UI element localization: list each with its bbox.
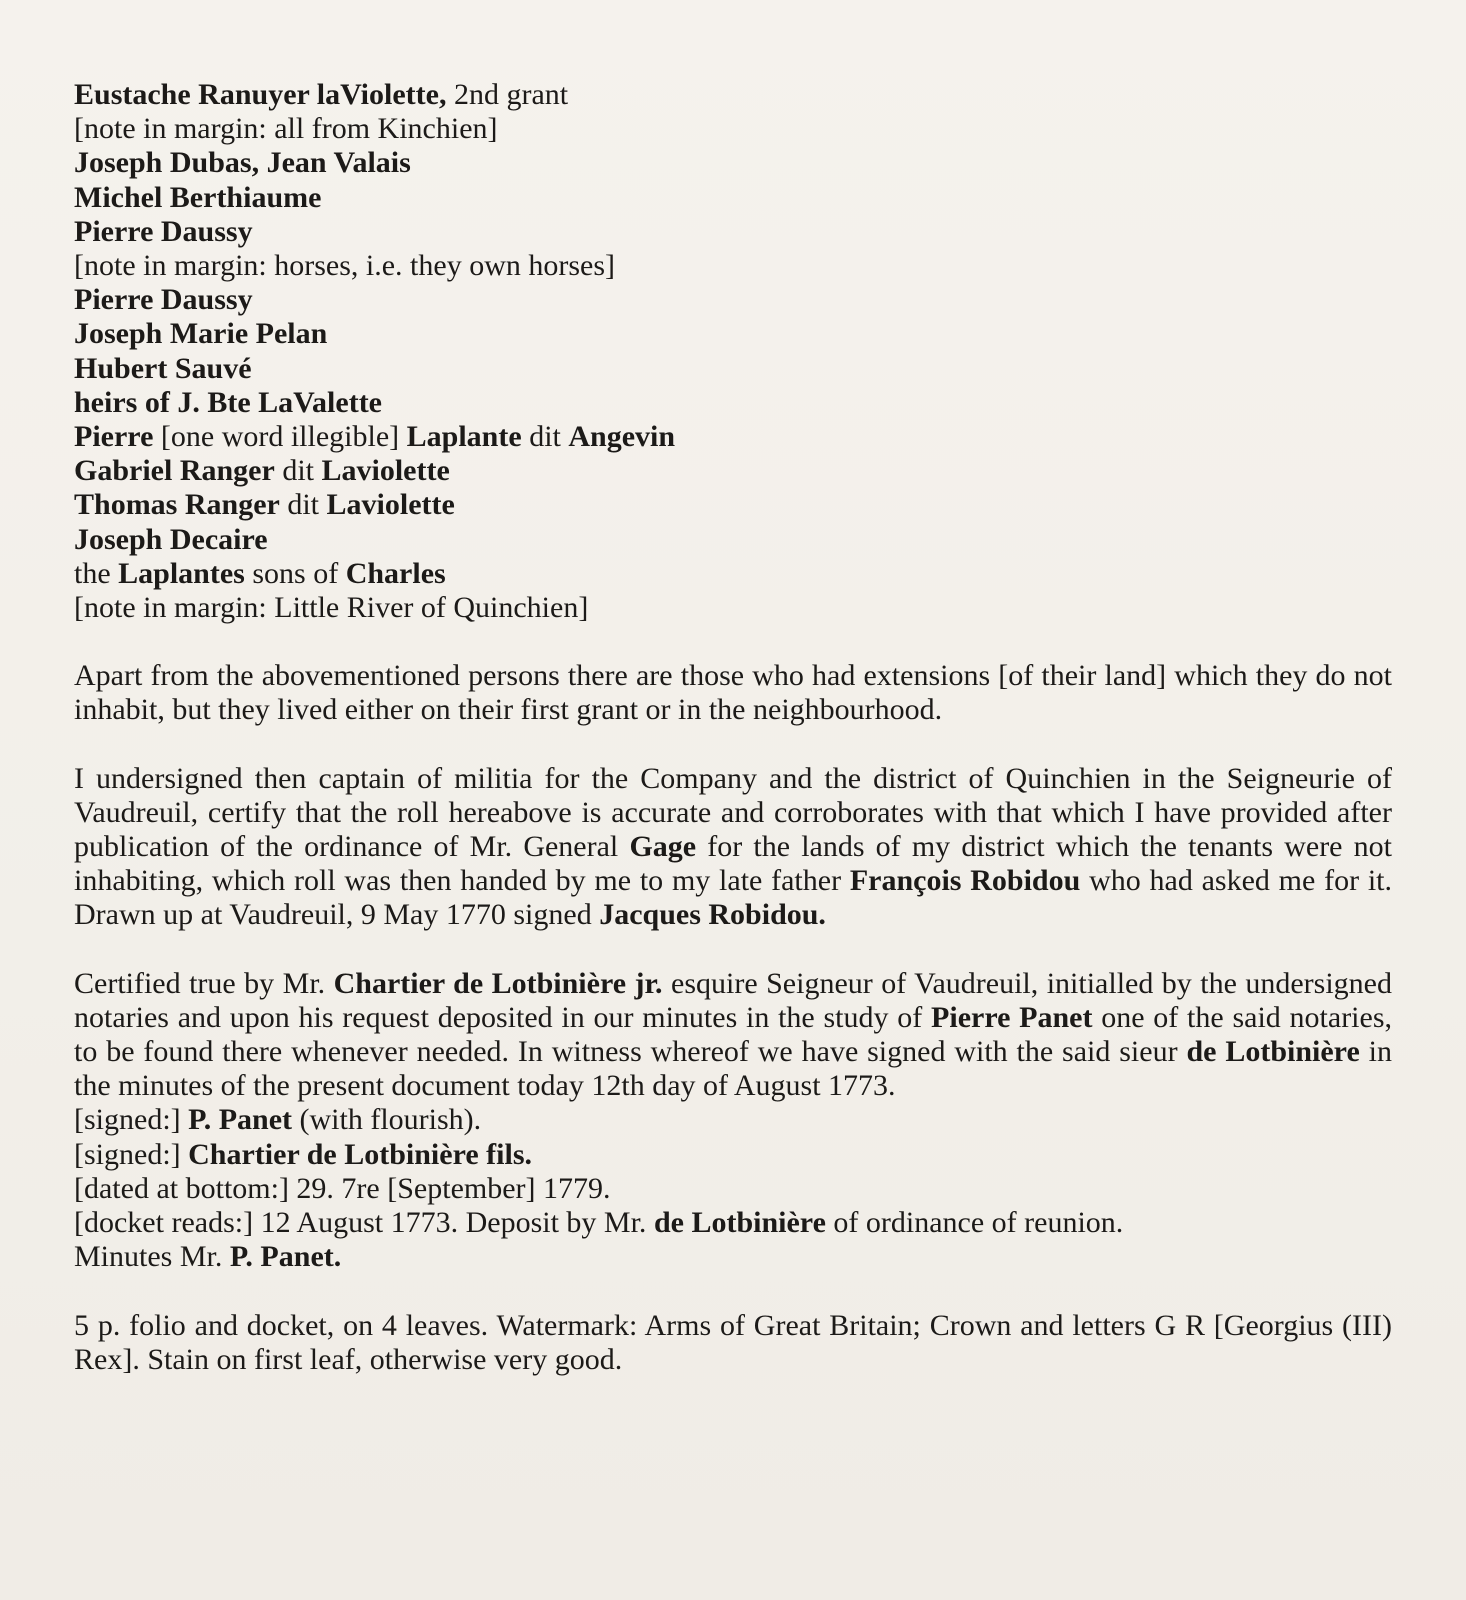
para-text: in the minutes of the present document today 12th day of August 1773. — [74, 1035, 1392, 1103]
list-text: dit — [279, 488, 327, 522]
person-name: Gabriel Ranger — [74, 454, 275, 488]
paragraph-notarial — [74, 967, 1392, 1104]
sig-text: [signed:] — [74, 1103, 189, 1137]
sig-text: [signed:] — [74, 1137, 189, 1171]
signature-line — [74, 1138, 1390, 1172]
minutes-line — [74, 1240, 1390, 1274]
margin-note: [note in margin: Little River of Quinchien] — [74, 591, 589, 625]
paragraph-gap — [74, 1275, 1390, 1309]
sig-text: [docket reads:] 12 August 1773. Deposit by Mr. — [74, 1206, 654, 1240]
person-name: Laviolette — [321, 454, 450, 488]
list-text: dit — [274, 454, 322, 488]
paragraph-gap — [74, 728, 1390, 762]
margin-note: [note in margin: all from Kinchien] — [74, 112, 498, 146]
signature-block — [74, 1103, 1390, 1274]
person-name: Laplante — [406, 420, 522, 454]
list-item: Hubert Sauvé — [74, 351, 252, 385]
list-item: Pierre Daussy — [74, 214, 253, 248]
list-item — [74, 420, 1390, 454]
list-item: Pierre Daussy — [74, 283, 253, 317]
para-text: Certified true by Mr. — [74, 966, 334, 1000]
person-name: Pierre Panet — [931, 1000, 1093, 1034]
person-name: Laplantes — [118, 556, 245, 590]
list-item: Joseph Marie Pelan — [74, 317, 328, 351]
person-name: Charles — [345, 556, 446, 590]
margin-note: [note in margin: horses, i.e. they own horses] — [74, 249, 616, 283]
list-item — [74, 454, 1390, 488]
list-item — [74, 488, 1390, 522]
paragraph-description: 5 p. folio and docket, on 4 leaves. Watermark: Arms of Great Britain; Crown and letters G R [Georgius (III) Rex]. Stain on first leaf, otherwise very good. — [74, 1308, 1392, 1376]
para-text: esquire Seigneur of Vaudreuil, initialled by the undersigned notaries and upon his request deposited in our minutes in the study of — [74, 966, 1392, 1034]
person-name: de Lotbinière — [653, 1206, 826, 1240]
list-item: Michel Berthiaume — [74, 180, 322, 214]
para-text: for the lands of my district which the tenants were not inhabiting, which roll was then handed by me to my late father — [74, 830, 1392, 898]
list-item — [74, 78, 1390, 112]
docket-line — [74, 1206, 1390, 1240]
person-name: Chartier de Lotbinière fils. — [188, 1137, 532, 1171]
list-text: [one word illegible] — [153, 420, 407, 454]
list-item: Joseph Dubas, Jean Valais — [74, 146, 411, 180]
person-name: Thomas Ranger — [74, 488, 280, 522]
sig-text: (with flourish). — [292, 1103, 482, 1137]
sig-text: of ordinance of reunion. — [825, 1206, 1124, 1240]
list-item: heirs of J. Bte LaValette — [74, 385, 382, 419]
paragraph-certification — [74, 762, 1392, 933]
person-name: Chartier de Lotbinière jr. — [333, 966, 663, 1000]
person-name: Laviolette — [326, 488, 455, 522]
person-name: P. Panet — [188, 1103, 293, 1137]
list-text: dit — [521, 420, 569, 454]
list-item — [74, 557, 1390, 591]
paragraph-gap — [74, 625, 1390, 659]
person-name: P. Panet. — [229, 1240, 342, 1274]
person-name: François Robidou — [849, 864, 1081, 898]
paragraph-extensions: Apart from the abovementioned persons there are those who had extensions [of their land] which they do not inhabit, but they lived either on their first grant or in the neighbourhood. — [74, 659, 1392, 727]
para-text: one of the said notaries, to be found there whenever needed. In witness whereof we have signed with the said sieur — [74, 1000, 1393, 1069]
person-name: de Lotbinière — [1186, 1035, 1360, 1069]
person-name: Angevin — [568, 420, 676, 454]
tenant-list — [74, 78, 1390, 625]
date-line: [dated at bottom:] 29. 7re [September] 1779. — [74, 1171, 611, 1205]
list-text: sons of — [244, 556, 346, 590]
person-name: Pierre — [74, 420, 154, 454]
person-name: Eustache Ranuyer laViolette, — [74, 78, 447, 111]
para-text: who had asked me for it. Drawn up at Vaudreuil, 9 May 1770 signed — [74, 864, 1392, 932]
signature-line — [74, 1103, 1390, 1137]
list-text: the — [74, 556, 119, 590]
para-text: I undersigned then captain of militia for the Company and the district of Quinchien in the Seigneurie of Vaudreuil, certify that the roll hereabove is accurate and corroborates with that which I have provided after publication of the ordinance of Mr. General — [74, 761, 1392, 864]
list-text: 2nd grant — [446, 78, 569, 111]
person-name: Jacques Robidou. — [599, 898, 826, 932]
sig-text: Minutes Mr. — [74, 1240, 230, 1274]
person-name: Gage — [629, 830, 697, 864]
list-item: Joseph Decaire — [74, 522, 268, 556]
paragraph-gap — [74, 933, 1390, 967]
